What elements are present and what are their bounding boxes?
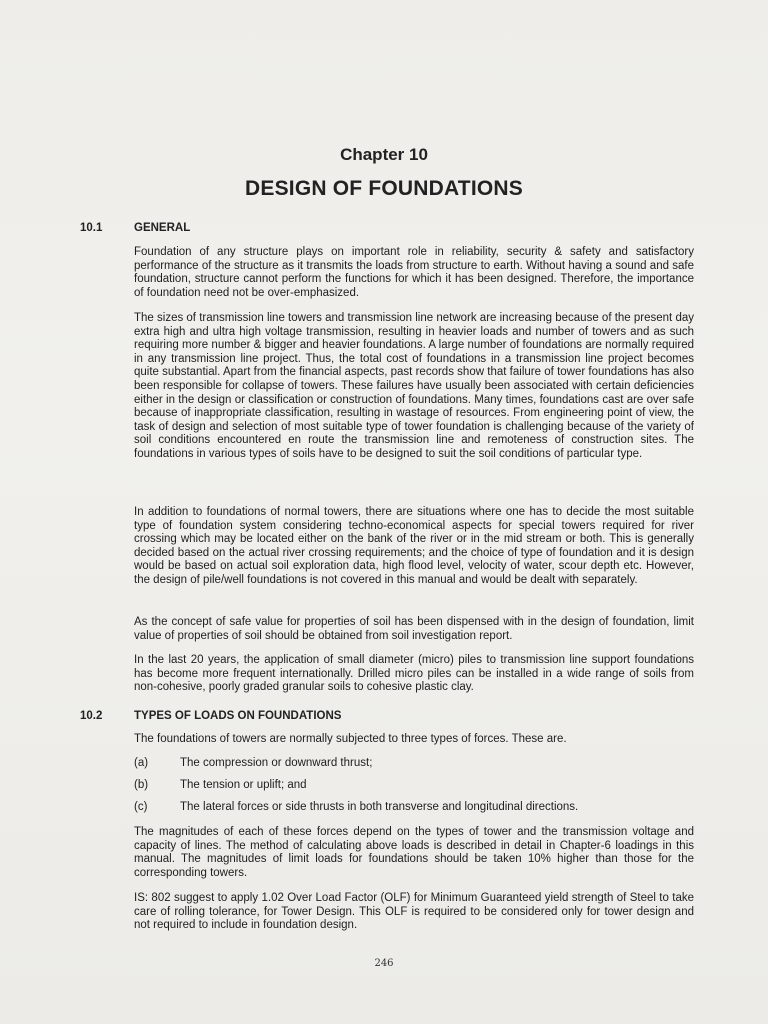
paragraph: Foundation of any structure plays on important role in reliability, security & safety and satisfactory performance of the structure as it transmits the loads from structure to earth. Without having a sound and safe foundation, structure cannot perform the functions for which it has been designed. Therefore, the importance of foundation need not be over-emphasized.	[134, 246, 694, 299]
section-number: 10.1	[80, 222, 103, 234]
paragraph: The magnitudes of each of these forces depend on the types of tower and the transmission voltage and capacity of lines. The method of calculating above loads is described in detail in Chapter-6 loadings in this manual. The magnitudes of limit loads for foundations should be taken 10% higher than those for the corresponding towers.	[134, 826, 694, 879]
list-marker: (a)	[134, 757, 149, 769]
list-marker: (b)	[134, 779, 149, 791]
chapter-title: DESIGN OF FOUNDATIONS	[245, 177, 523, 200]
paragraph: In the last 20 years, the application of small diameter (micro) piles to transmission line support foundations has become more frequent internationally. Drilled micro piles can be installed in a wide range of soils from non-cohesive, poorly graded granular soils to cohesive plastic clay.	[134, 654, 694, 694]
section-title: TYPES OF LOADS ON FOUNDATIONS	[134, 710, 342, 722]
paragraph: The foundations of towers are normally subjected to three types of forces. These are.	[134, 733, 567, 745]
list-item	[134, 757, 372, 769]
list-item-text: The lateral forces or side thrusts in both transverse and longitudinal directions.	[180, 801, 579, 813]
list-item-text: The compression or downward thrust;	[180, 757, 373, 769]
section-title: GENERAL	[134, 222, 191, 234]
section-number: 10.2	[80, 710, 103, 722]
paragraph: IS: 802 suggest to apply 1.02 Over Load Factor (OLF) for Minimum Guaranteed yield strength of Steel to take care of rolling tolerance, for Tower Design. This OLF is required to be considered only for tower design and not required to include in foundation design.	[134, 892, 694, 932]
paragraph: In addition to foundations of normal towers, there are situations where one has to decide the most suitable type of foundation system considering techno-economical aspects for special towers required for river crossing which may be located either on the bank of the river or in the mid stream or both. This is generally decided based on the actual river crossing requirements; and the choice of type of foundation and it is design would be based on actual soil exploration data, high flood level, velocity of water, scour depth etc. However, the design of pile/well foundations is not covered in this manual and would be dealt with separately.	[134, 506, 694, 586]
list-item	[134, 779, 307, 791]
page-number: 246	[374, 958, 394, 969]
paragraph: The sizes of transmission line towers and transmission line network are increasing because of the present day extra high and ultra high voltage transmission, resulting in heavier loads and number of towers and as such requiring more number & bigger and heavier foundations. A large number of foundations are normally required in any transmission line project. Thus, the total cost of foundations in a transmission line project becomes quite substantial. Apart from the financial aspects, past records show that failure of tower foundations has also been responsible for collapse of towers. These failures have usually been associated with certain deficiencies either in the design or classification or construction of foundations. Many times, foundations cast are over safe because of inappropriate classification, resulting in wastage of resources. From engineering point of view, the task of design and selection of most suitable type of tower foundation is challenging because of the variety of soil conditions encountered en route the transmission line and remoteness of construction sites. The foundations in various types of soils have to be designed to suit the soil conditions of particular type.	[134, 312, 694, 460]
chapter-label: Chapter 10	[340, 145, 428, 164]
section-heading-general	[80, 222, 190, 234]
list-item-text: The tension or uplift; and	[180, 779, 307, 791]
list-marker: (c)	[134, 801, 148, 813]
list-item	[134, 801, 578, 813]
paragraph: As the concept of safe value for properties of soil has been dispensed with in the design of foundation, limit value of properties of soil should be obtained from soil investigation report.	[134, 616, 694, 642]
section-heading-types-of-loads	[80, 710, 341, 722]
